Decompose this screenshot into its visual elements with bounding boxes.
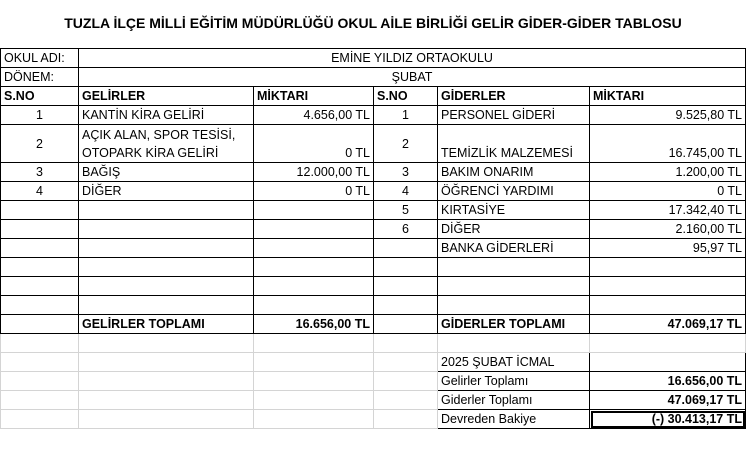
empty-cell[interactable] bbox=[254, 353, 374, 372]
empty-cell[interactable] bbox=[438, 296, 590, 315]
expense-no[interactable] bbox=[374, 239, 438, 258]
income-no[interactable]: 1 bbox=[1, 106, 79, 125]
empty-cell[interactable] bbox=[254, 258, 374, 277]
school-value[interactable]: EMİNE YILDIZ ORTAOKULU bbox=[79, 49, 746, 68]
empty-cell[interactable] bbox=[1, 239, 79, 258]
expense-no[interactable]: 4 bbox=[374, 182, 438, 201]
empty-cell[interactable] bbox=[374, 277, 438, 296]
summary-expense-row bbox=[1, 391, 746, 410]
expense-amount[interactable]: 1.200,00 TL bbox=[590, 163, 746, 182]
summary-balance-row bbox=[1, 410, 746, 429]
expense-amount[interactable]: 2.160,00 TL bbox=[590, 220, 746, 239]
empty-cell[interactable] bbox=[1, 315, 79, 334]
income-name[interactable] bbox=[79, 125, 254, 163]
empty-cell[interactable] bbox=[1, 353, 79, 372]
expense-name[interactable]: KIRTASİYE bbox=[438, 201, 590, 220]
empty-cell[interactable] bbox=[1, 220, 79, 239]
empty-cell[interactable] bbox=[79, 334, 254, 353]
expense-name[interactable]: BANKA GİDERLERİ bbox=[438, 239, 590, 258]
col-header-expense[interactable]: GİDERLER bbox=[438, 87, 590, 106]
income-total-label[interactable]: GELİRLER TOPLAMI bbox=[79, 315, 254, 334]
column-header-row bbox=[1, 87, 746, 106]
summary-income-label[interactable]: Gelirler Toplamı bbox=[438, 372, 590, 391]
table-row bbox=[1, 220, 746, 239]
income-amount[interactable]: 0 TL bbox=[254, 125, 374, 163]
summary-title[interactable]: 2025 ŞUBAT İCMAL bbox=[438, 353, 590, 372]
empty-cell[interactable] bbox=[590, 353, 746, 372]
table-row bbox=[1, 201, 746, 220]
summary-balance-value[interactable]: (-) 30.413,17 TL bbox=[590, 410, 746, 429]
table-row bbox=[1, 277, 746, 296]
empty-cell[interactable] bbox=[79, 220, 254, 239]
empty-cell[interactable] bbox=[254, 277, 374, 296]
table-row bbox=[1, 296, 746, 315]
col-header-sno[interactable]: S.NO bbox=[1, 87, 79, 106]
expense-no[interactable]: 2 bbox=[374, 125, 438, 163]
empty-cell[interactable] bbox=[374, 353, 438, 372]
empty-cell[interactable] bbox=[374, 391, 438, 410]
empty-cell[interactable] bbox=[79, 201, 254, 220]
col-header-amount[interactable]: MİKTARI bbox=[254, 87, 374, 106]
empty-cell[interactable] bbox=[1, 391, 79, 410]
empty-cell[interactable] bbox=[438, 334, 590, 353]
empty-cell[interactable] bbox=[254, 296, 374, 315]
income-no[interactable]: 4 bbox=[1, 182, 79, 201]
empty-cell[interactable] bbox=[79, 277, 254, 296]
empty-cell[interactable] bbox=[1, 258, 79, 277]
expense-amount[interactable]: 95,97 TL bbox=[590, 239, 746, 258]
income-expense-table bbox=[0, 48, 746, 429]
table-row bbox=[1, 163, 746, 182]
empty-cell[interactable] bbox=[254, 220, 374, 239]
expense-amount[interactable]: 16.745,00 TL bbox=[590, 125, 746, 163]
empty-cell[interactable] bbox=[374, 334, 438, 353]
income-amount[interactable]: 12.000,00 TL bbox=[254, 163, 374, 182]
expense-no[interactable]: 3 bbox=[374, 163, 438, 182]
empty-cell[interactable] bbox=[590, 277, 746, 296]
table-row bbox=[1, 106, 746, 125]
summary-income-value[interactable]: 16.656,00 TL bbox=[590, 372, 746, 391]
summary-title-row bbox=[1, 353, 746, 372]
expense-amount[interactable]: 9.525,80 TL bbox=[590, 106, 746, 125]
summary-expense-label[interactable]: Giderler Toplamı bbox=[438, 391, 590, 410]
empty-cell[interactable] bbox=[374, 372, 438, 391]
empty-cell[interactable] bbox=[1, 372, 79, 391]
empty-cell[interactable] bbox=[590, 296, 746, 315]
empty-cell[interactable] bbox=[79, 353, 254, 372]
empty-cell[interactable] bbox=[1, 410, 79, 429]
table-row bbox=[1, 182, 746, 201]
empty-cell[interactable] bbox=[79, 239, 254, 258]
income-name[interactable]: BAĞIŞ bbox=[79, 163, 254, 182]
empty-cell[interactable] bbox=[374, 258, 438, 277]
empty-cell[interactable] bbox=[1, 296, 79, 315]
income-name-line-1: AÇIK ALAN, SPOR TESİSİ, bbox=[82, 127, 236, 142]
empty-cell[interactable] bbox=[1, 334, 79, 353]
col-header-sno-2[interactable]: S.NO bbox=[374, 87, 438, 106]
empty-cell[interactable] bbox=[79, 258, 254, 277]
spacer-row bbox=[1, 334, 746, 353]
empty-cell[interactable] bbox=[79, 410, 254, 429]
expense-name[interactable]: TEMİZLİK MALZEMESİ bbox=[438, 125, 590, 163]
empty-cell[interactable] bbox=[374, 315, 438, 334]
col-header-amount-2[interactable]: MİKTARI bbox=[590, 87, 746, 106]
empty-cell[interactable] bbox=[254, 410, 374, 429]
page-title: TUZLA İLÇE MİLLİ EĞİTİM MÜDÜRLÜĞÜ OKUL AİLE BİRLİĞİ GELİR GİDER-GİDER TABLOSU bbox=[64, 15, 682, 31]
expense-amount[interactable]: 0 TL bbox=[590, 182, 746, 201]
income-amount[interactable]: 0 TL bbox=[254, 182, 374, 201]
table-row bbox=[1, 125, 746, 163]
period-row bbox=[1, 68, 746, 87]
empty-cell[interactable] bbox=[79, 391, 254, 410]
expense-name[interactable]: ÖĞRENCİ YARDIMI bbox=[438, 182, 590, 201]
income-name[interactable]: DİĞER bbox=[79, 182, 254, 201]
empty-cell[interactable] bbox=[374, 296, 438, 315]
income-amount[interactable]: 4.656,00 TL bbox=[254, 106, 374, 125]
summary-balance-label[interactable]: Devreden Bakiye bbox=[438, 410, 590, 429]
col-header-income[interactable]: GELİRLER bbox=[79, 87, 254, 106]
table-row bbox=[1, 258, 746, 277]
expense-name[interactable]: BAKIM ONARIM bbox=[438, 163, 590, 182]
expense-name[interactable]: PERSONEL GİDERİ bbox=[438, 106, 590, 125]
income-name-line-2: OTOPARK KİRA GELİRİ bbox=[82, 145, 219, 160]
empty-cell[interactable] bbox=[590, 334, 746, 353]
income-name[interactable]: KANTİN KİRA GELİRİ bbox=[79, 106, 254, 125]
income-no[interactable]: 3 bbox=[1, 163, 79, 182]
school-label[interactable]: OKUL ADI: bbox=[1, 49, 79, 68]
period-value[interactable]: ŞUBAT bbox=[79, 68, 746, 87]
table-row bbox=[1, 239, 746, 258]
empty-cell[interactable] bbox=[254, 334, 374, 353]
empty-cell[interactable] bbox=[438, 277, 590, 296]
empty-cell[interactable] bbox=[254, 372, 374, 391]
empty-cell[interactable] bbox=[254, 391, 374, 410]
empty-cell[interactable] bbox=[1, 201, 79, 220]
expense-no[interactable]: 6 bbox=[374, 220, 438, 239]
empty-cell[interactable] bbox=[590, 258, 746, 277]
income-total-value[interactable]: 16.656,00 TL bbox=[254, 315, 374, 334]
empty-cell[interactable] bbox=[254, 201, 374, 220]
expense-amount[interactable]: 17.342,40 TL bbox=[590, 201, 746, 220]
expense-total-value[interactable]: 47.069,17 TL bbox=[590, 315, 746, 334]
expense-no[interactable]: 5 bbox=[374, 201, 438, 220]
period-label[interactable]: DÖNEM: bbox=[1, 68, 79, 87]
expense-no[interactable]: 1 bbox=[374, 106, 438, 125]
empty-cell[interactable] bbox=[1, 277, 79, 296]
summary-expense-value[interactable]: 47.069,17 TL bbox=[590, 391, 746, 410]
income-no[interactable]: 2 bbox=[1, 125, 79, 163]
totals-row bbox=[1, 315, 746, 334]
school-row bbox=[1, 49, 746, 68]
expense-total-label[interactable]: GİDERLER TOPLAMI bbox=[438, 315, 590, 334]
empty-cell[interactable] bbox=[79, 296, 254, 315]
expense-name[interactable]: DİĞER bbox=[438, 220, 590, 239]
summary-income-row bbox=[1, 372, 746, 391]
empty-cell[interactable] bbox=[254, 239, 374, 258]
empty-cell[interactable] bbox=[79, 372, 254, 391]
empty-cell[interactable] bbox=[374, 410, 438, 429]
empty-cell[interactable] bbox=[438, 258, 590, 277]
